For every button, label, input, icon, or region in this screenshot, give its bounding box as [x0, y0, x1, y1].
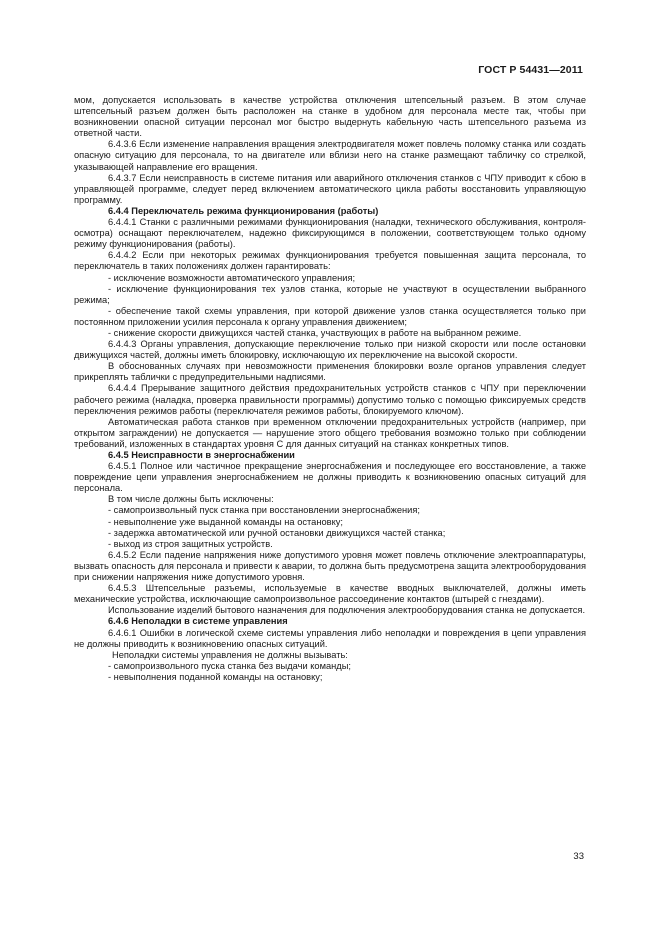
paragraph: 6.4.6.1 Ошибки в логической схеме системы управления либо неполадки и повреждения в цепи управления не должны приводить к возникновению опасных ситуаций.: [74, 627, 586, 649]
paragraph: Неполадки системы управления не должны вызывать:: [112, 649, 348, 660]
paragraph: мом, допускается использовать в качестве устройства отключения штепсельный разъем. В этом случае штепсельный разъем должен быть расположен на станке в удобном для персонала месте так, чтобы при возникновении опасной ситуации персонал мог быстро выдернуть кабельную часть штепсельного разъема из ответной части.: [74, 95, 586, 139]
document-body: [74, 95, 586, 683]
paragraph: 6.4.5.2 Если падение напряжения ниже допустимого уровня может повлечь отключение электроаппаратуры, вызвать опасность для персонала и привести к аварии, то должна быть предусмотрена защита электрооборудования при снижении напряжения ниже допустимого уровня.: [74, 549, 586, 583]
list-item: - исключение функционирования тех узлов станка, которые не участвуют в осуществлении выбранного режима;: [74, 283, 586, 305]
list-item: - выход из строя защитных устройств.: [108, 538, 273, 549]
paragraph: 6.4.4.3 Органы управления, допускающие переключение только при низкой скорости или после остановки движущихся частей, должны иметь блокировку, исключающую их переключение на высокой скорости.: [74, 339, 586, 361]
paragraph: 6.4.4.1 Станки с различными режимами функционирования (наладки, технического обслуживания, контроля-осмотра) оснащают переключателем, надежно фиксирующимся в положении, соответствующем только одному режиму функционирования (работы).: [74, 217, 586, 250]
paragraph: 6.4.3.6 Если изменение направления вращения электродвигателя может повлечь поломку станка или создать опасную ситуацию для персонала, то на двигателе или вблизи него на станке размещают табличку со стрелкой, указывающей направление его вращения.: [74, 139, 586, 172]
list-item: - самопроизвольного пуска станка без выдачи команды;: [108, 660, 351, 671]
document-number: ГОСТ Р 54431—2011: [478, 64, 583, 76]
paragraph: В обоснованных случаях при невозможности применения блокировки возле органов управления следует прикреплять таблички с предупредительными надписями.: [74, 361, 586, 383]
page-number: 33: [573, 851, 584, 862]
paragraph: Автоматическая работа станков при временном отключении предохранительных устройств (например, при открытом заграждении) не допускается — нарушение этого общего требования возможно только при соблюдении требований, изложенных в стандартах уровня С для данных ситуаций на станках конкретных типов.: [74, 416, 586, 449]
section-heading: 6.4.4 Переключатель режима функционирования (работы): [108, 205, 379, 216]
list-item: - обеспечение такой схемы управления, при которой движение узлов станка осуществляется только при постоянном приложении усилия персонала к органу управления движением;: [74, 305, 586, 327]
list-item: - задержка автоматической или ручной остановки движущихся частей станка;: [108, 527, 446, 538]
paragraph: 6.4.3.7 Если неисправность в системе питания или аварийного отключения станков с ЧПУ приводит к сбою в управляющей программе, следует перед включением автоматического цикла работы восстановить управляющую программу.: [74, 172, 586, 205]
paragraph: 6.4.4.2 Если при некоторых режимах функционирования требуется повышенная защита персонала, то переключатель в таких положениях должен гарантировать:: [74, 250, 586, 272]
section-heading: 6.4.6 Неполадки в системе управления: [108, 616, 288, 627]
paragraph: В том числе должны быть исключены:: [108, 494, 274, 505]
list-item: - самопроизвольный пуск станка при восстановлении энергоснабжения;: [108, 505, 420, 516]
paragraph: 6.4.4.4 Прерывание защитного действия предохранительных устройств станков с ЧПУ при переключении рабочего режима (наладка, проверка правильности программы) допустимо только с помощью фиксируемых средств переключения режимов работы (переключателя режимов работы, блокируемого ключом).: [74, 383, 586, 416]
list-item: - невыполнение уже выданной команды на остановку;: [108, 516, 343, 527]
list-item: - невыполнения поданной команды на остановку;: [108, 671, 323, 682]
paragraph: 6.4.5.1 Полное или частичное прекращение энергоснабжения и последующее его восстановление, а также повреждение цепи управления энергоснабжением не должны приводить к возникновению опасных ситуаций для персонала.: [74, 461, 586, 494]
paragraph: 6.4.5.3 Штепсельные разъемы, используемые в качестве вводных выключателей, должны иметь механические устройства, исключающие самопроизвольное рассоединение контактов (штырей с гнездами).: [74, 583, 586, 605]
section-heading: 6.4.5 Неисправности в энергоснабжении: [108, 450, 295, 460]
paragraph: Использование изделий бытового назначения для подключения электрооборудования станка не допускается.: [108, 605, 586, 616]
list-item: - снижение скорости движущихся частей станка, участвующих в работе на выбранном режиме.: [108, 327, 522, 338]
list-item: - исключение возможности автоматического управления;: [108, 272, 356, 283]
